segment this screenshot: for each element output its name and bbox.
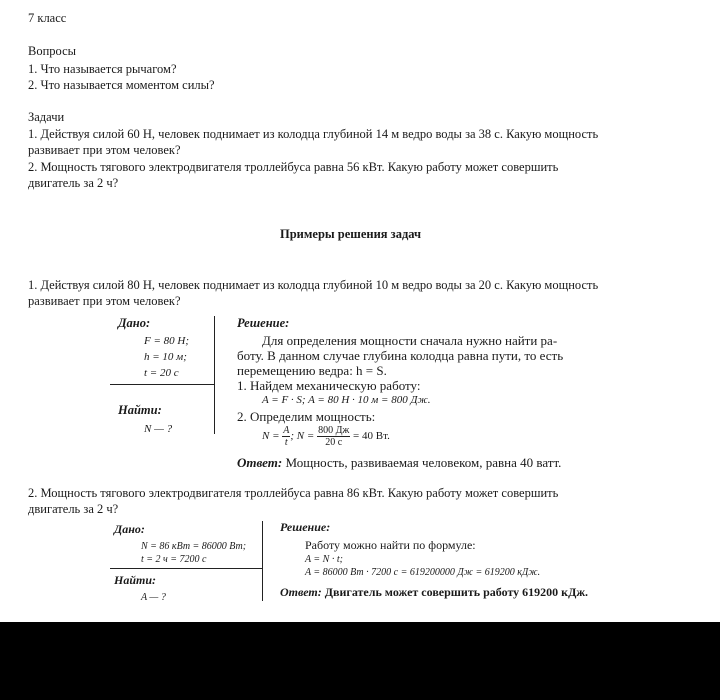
ex2-solution-label: Решение: — [280, 520, 331, 534]
ex2-given-item: N = 86 кВт = 86000 Вт; — [141, 541, 247, 552]
ex1-solution-label: Решение: — [237, 316, 290, 330]
ex1-f2-mid: ; N = — [290, 430, 315, 443]
ex1-given-item: h = 10 м; — [144, 351, 187, 363]
ex1-solution-text: боту. В данном случае глубина колодца равна пути, то есть — [237, 348, 564, 363]
ex1-frac2-num: 800 Дж — [318, 425, 350, 436]
questions-title: Вопросы — [28, 44, 77, 58]
ex2-find-label: Найти: — [114, 573, 157, 587]
ex2-answer — [280, 585, 588, 600]
ex1-fraction-values — [317, 425, 350, 448]
ex2-formula-1: A = N · t; — [305, 554, 343, 565]
ex1-frac1-num: A — [283, 425, 290, 436]
ex1-f2-post: = 40 Вт. — [353, 430, 390, 443]
ex1-formula-2 — [262, 425, 390, 448]
ex1-formula-1: A = F · S; A = 80 Н · 10 м = 800 Дж. — [262, 394, 431, 406]
ex1-find-value: N — ? — [144, 423, 173, 435]
ex1-given-divider — [110, 384, 214, 385]
grade-label: 7 класс — [28, 11, 67, 25]
ex1-given-item: F = 80 Н; — [144, 335, 189, 347]
ex2-given-divider — [110, 568, 262, 569]
question-item: 1. Что называется рычагом? — [28, 62, 177, 76]
ex2-given-item: t = 2 ч = 7200 с — [141, 554, 207, 565]
bottom-black-band — [0, 622, 720, 700]
question-item: 2. Что называется моментом силы? — [28, 78, 215, 92]
ex2-solution-text: Работу можно найти по формуле: — [305, 538, 476, 552]
ex1-step-2: 2. Определим мощность: — [237, 409, 376, 424]
example-1-line1: 1. Действуя силой 80 Н, человек поднимает из колодца глубиной 10 м ведро воды за 20 с. Какую мощность — [28, 278, 599, 292]
ex1-answer — [237, 455, 561, 470]
task-2-line1: 2. Мощность тягового электродвигателя троллейбуса равна 56 кВт. Какую работу может совершить — [28, 160, 559, 174]
ex1-frac2-den: 20 с — [325, 437, 343, 448]
ex1-frac1-den: t — [284, 437, 288, 448]
example-1-line2: развивает при этом человек? — [28, 294, 181, 308]
ex1-f2-pre: N = — [262, 430, 280, 443]
ex1-vertical-divider — [214, 316, 215, 434]
examples-heading: Примеры решения задач — [280, 227, 422, 241]
ex1-given-item: t = 20 с — [144, 367, 179, 379]
ex1-solution-text: перемещению ведра: h = S. — [237, 363, 387, 378]
task-1-line1: 1. Действуя силой 60 Н, человек поднимает из колодца глубиной 14 м ведро воды за 38 с. Какую мощность — [28, 127, 599, 141]
ex2-answer-text: Двигатель может совершить работу 619200 кДж. — [324, 585, 589, 599]
example-2-line2: двигатель за 2 ч? — [28, 502, 119, 516]
ex1-find-label: Найти: — [118, 403, 162, 417]
ex2-given-label: Дано: — [114, 522, 145, 536]
ex2-vertical-divider — [262, 521, 263, 601]
task-2-line2: двигатель за 2 ч? — [28, 176, 119, 190]
ex2-find-value: A — ? — [141, 592, 166, 603]
tasks-title: Задачи — [28, 110, 65, 124]
ex2-formula-2: A = 86000 Вт · 7200 с = 619200000 Дж = 619200 кДж. — [305, 567, 541, 578]
ex1-answer-text: Мощность, развиваемая человеком, равна 40 ватт. — [285, 455, 562, 470]
ex1-answer-label: Ответ: — [237, 455, 283, 470]
ex1-given-label: Дано: — [118, 316, 151, 330]
ex1-step-1: 1. Найдем механическую работу: — [237, 378, 421, 393]
task-1-line2: развивает при этом человек? — [28, 143, 181, 157]
ex2-answer-label: Ответ: — [280, 585, 322, 599]
example-2-line1: 2. Мощность тягового электродвигателя троллейбуса равна 86 кВт. Какую работу может совершить — [28, 486, 559, 500]
ex1-solution-text: Для определения мощности сначала нужно найти ра- — [262, 333, 558, 348]
